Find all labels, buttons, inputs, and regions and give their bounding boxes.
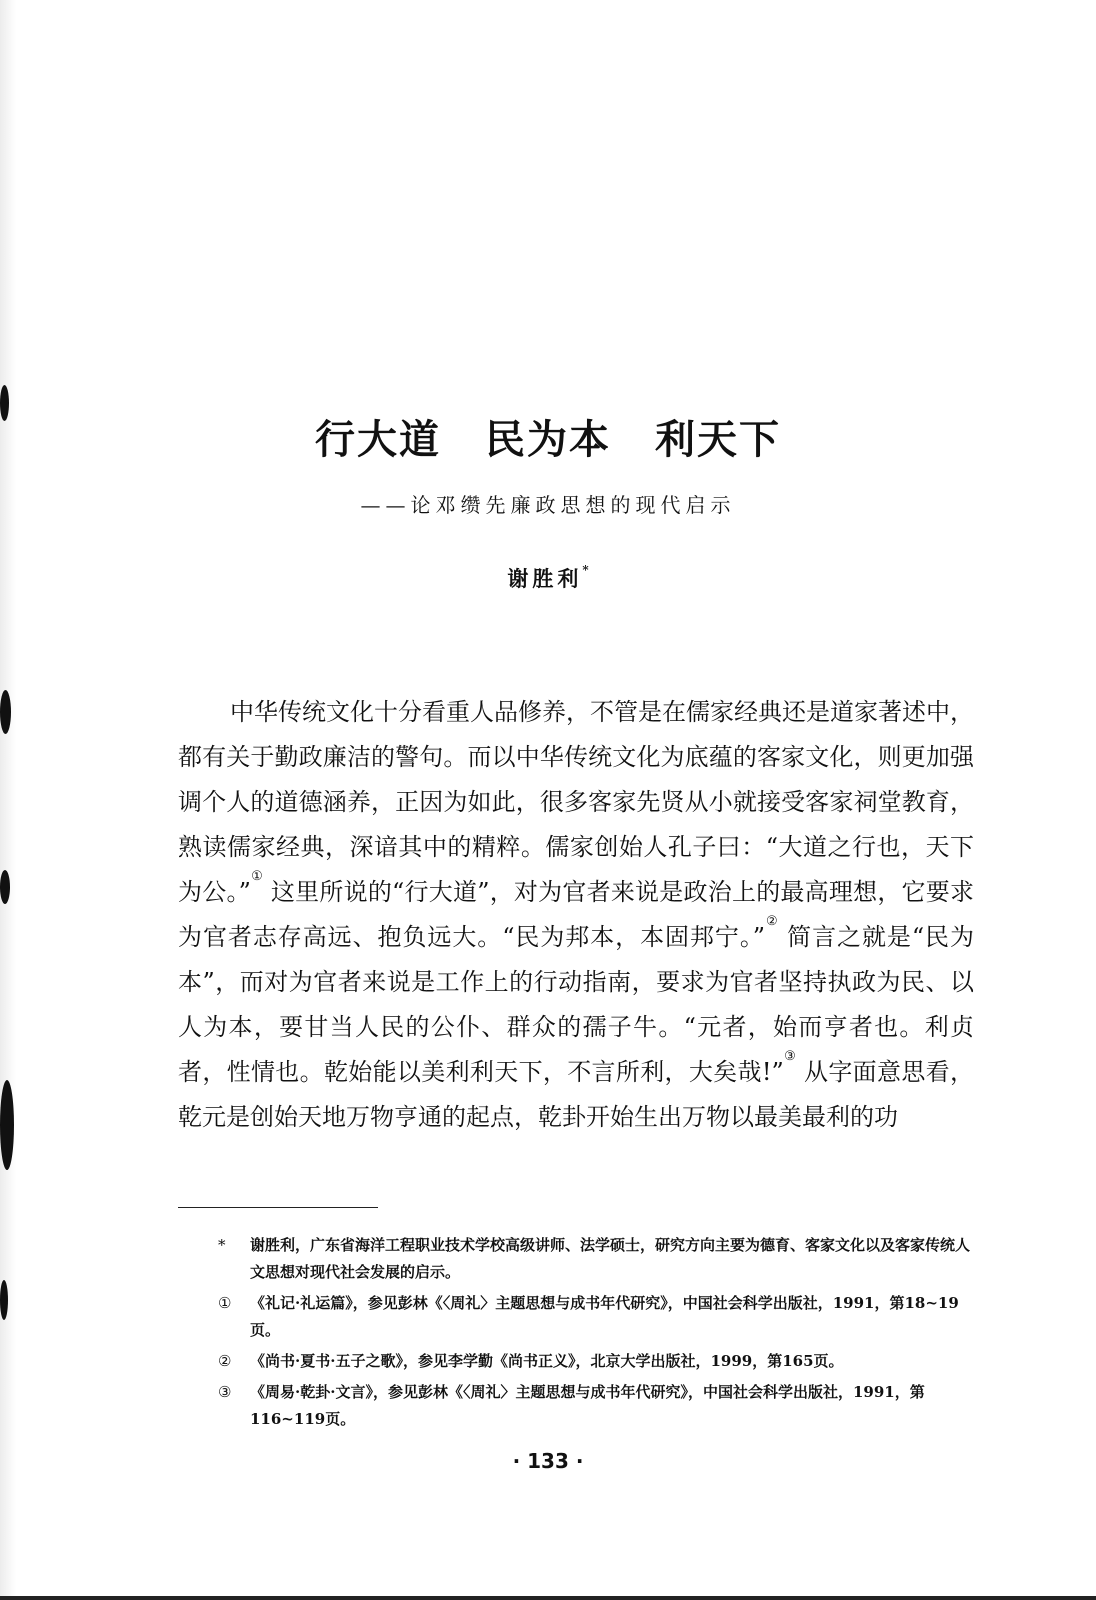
scan-bottom-edge (0, 1596, 1096, 1600)
footnote-ref-2: ② (765, 914, 779, 929)
scan-ink-blot (0, 870, 10, 904)
body-paragraph (178, 690, 974, 1140)
article-title (0, 408, 1096, 465)
footnote-text: 谢胜利，广东省海洋工程职业技术学校高级讲师、法学硕士，研究方向主要为德育、客家文化以及客家传统人文思想对现代社会发展的启示。 (250, 1236, 971, 1281)
author-footnote-marker: * (582, 563, 589, 577)
footnote-text: 《礼记·礼运篇》，参见彭林《〈周礼〉主题思想与成书年代研究》，中国社会科学出版社，1991，第18~19页。 (250, 1294, 959, 1339)
footnote-ref-3: ③ (783, 1049, 797, 1064)
footnotes (218, 1232, 978, 1437)
scan-edge-shadow (0, 0, 16, 1600)
body-segment-1: 中华传统文化十分看重人品修养，不管是在儒家经典还是道家著述中，都有关于勤政廉洁的警句。而以中华传统文化为底蕴的客家文化，则更加强调个人的道德涵养，正因为如此，很多客家先贤从小就接受客家祠堂教育，熟读儒家经典，深谙其中的精粹。儒家创始人孔子曰：“大道之行也，天下为公。” (178, 698, 974, 906)
page-number: · 133 · (512, 1449, 584, 1473)
body-segment-4: 从字面意思看，乾元是创始天地万物亨通的起点，乾卦开始生出万物以最美最利的功 (178, 1058, 974, 1131)
footnote-divider (178, 1207, 378, 1208)
scan-ink-blot (0, 1280, 8, 1320)
footnote-2 (218, 1348, 978, 1375)
footnote-text: 《周易·乾卦·文言》，参见彭林《〈周礼〉主题思想与成书年代研究》，中国社会科学出版社，1991，第116~119页。 (250, 1383, 925, 1428)
footnote-author (218, 1232, 978, 1286)
body-segment-2: 这里所说的“行大道”，对为官者来说是政治上的最高理想，它要求为官者志存高远、抱负远大。“民为邦本，本固邦宁。” (178, 878, 974, 951)
scan-ink-blot (0, 1080, 14, 1170)
title-part-2: 民为本 (485, 416, 611, 463)
footnote-mark: ① (218, 1294, 232, 1312)
scan-ink-blot (0, 690, 11, 734)
footnote-mark: * (218, 1236, 226, 1254)
footnote-mark: ② (218, 1352, 232, 1370)
author-line (0, 563, 1096, 593)
article-subtitle: ——论邓缵先廉政思想的现代启示 (360, 493, 736, 517)
title-part-1: 行大道 (315, 416, 441, 463)
title-part-3: 利天下 (655, 416, 781, 463)
footnote-ref-1: ① (250, 869, 264, 884)
footnote-1 (218, 1290, 978, 1344)
footnote-mark: ③ (218, 1383, 232, 1401)
footnote-text: 《尚书·夏书·五子之歌》，参见李学勤《尚书正义》，北京大学出版社，1999，第165页。 (250, 1352, 844, 1370)
author-name: 谢胜利 (507, 566, 583, 591)
footnote-3 (218, 1379, 978, 1433)
body-segment-3: 简言之就是“民为本”，而对为官者来说是工作上的行动指南，要求为官者坚持执政为民、以人为本，要甘当人民的公仆、群众的孺子牛。“元者，始而亨者也。利贞者，性情也。乾始能以美利利天下，不言所利，大矣哉!” (178, 923, 974, 1086)
